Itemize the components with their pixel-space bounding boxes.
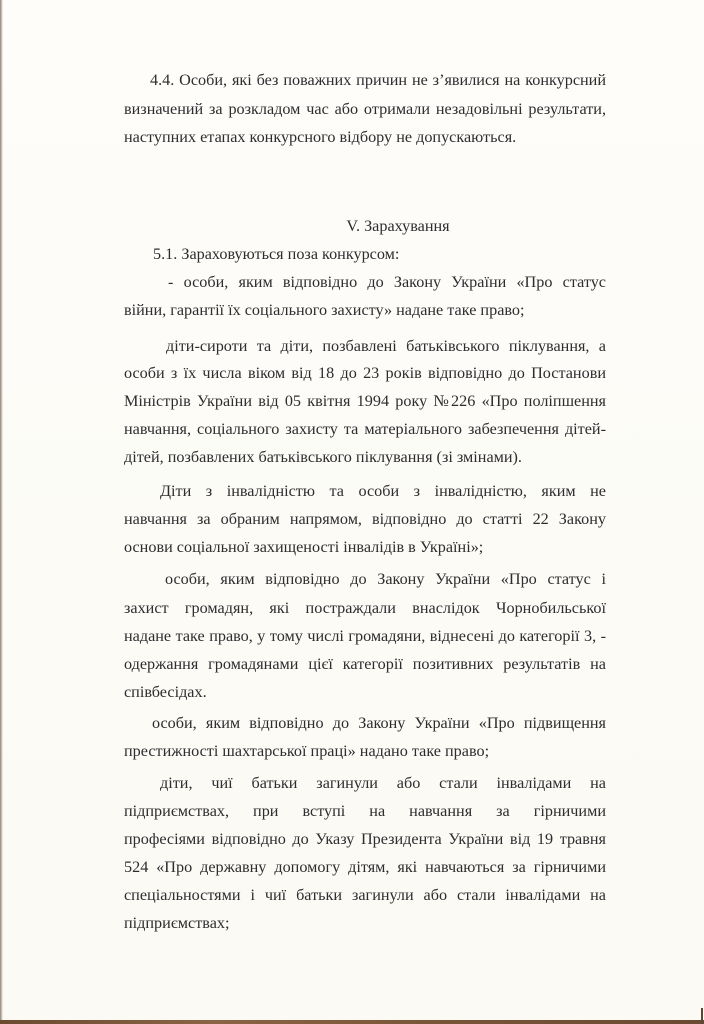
text-line: Діти з інвалідністю та особи з інвалідністю, яким не xyxy=(160,482,606,500)
text-line: захист громадян, які постраждали внаслідок Чорнобильської xyxy=(124,599,606,617)
text-line: професіями відповідно до Указу Президента України від 19 травня xyxy=(124,830,606,848)
page-corner-mark xyxy=(701,1008,703,1024)
clause-5-1: 5.1. Зараховуються поза конкурсом: xyxy=(153,245,400,263)
text-line: підприємствах; xyxy=(124,914,230,932)
text-line: надане таке право, у тому числі громадяни, віднесені до категорії 3, - xyxy=(124,627,606,645)
text-line: престижності шахтарської праці» надано таке право; xyxy=(124,742,490,760)
text-line: співбесідах. xyxy=(124,683,207,701)
text-line: 4.4. Особи, які без поважних причин не з’явилися на конкурсний xyxy=(150,71,606,89)
text-line: наступних етапах конкурсного відбору не допускаються. xyxy=(124,128,517,146)
text-line: особи, яким відповідно до Закону України «Про підвищення xyxy=(152,714,606,732)
text-line: Міністрів України від 05 квітня 1994 року №226 «Про поліпшення xyxy=(124,392,606,410)
text-line: спеціальностями і чиї батьки загинули або стали інвалідами на xyxy=(124,886,606,904)
text-line: підприємствах, при вступі на навчання за гірничими xyxy=(124,802,606,820)
text-line: діти-сироти та діти, позбавлені батьківського піклування, а xyxy=(166,337,606,355)
page-bottom-border xyxy=(0,1020,704,1024)
text-line: діти, чиї батьки загинули або стали інвалідами на xyxy=(160,774,606,792)
text-line: дітей, позбавлених батьківського піклування (зі змінами). xyxy=(124,448,522,466)
text-line: особи з їх числа віком від 18 до 23 років відповідно до Постанови xyxy=(124,364,606,382)
text-line: - особи, яким відповідно до Закону України «Про статус xyxy=(168,273,606,291)
text-line: навчання, соціального захисту та матеріального забезпечення дітей- xyxy=(124,420,606,438)
text-line: війни, гарантії їх соціального захисту» надане таке право; xyxy=(124,301,525,319)
section-heading: V. Зарахування xyxy=(346,217,450,235)
text-line: навчання за обраним напрямом, відповідно до статті 22 Закону xyxy=(124,510,606,528)
text-line: одержання громадянами цієї категорії позитивних результатів на xyxy=(124,655,606,673)
text-line: визначений за розкладом час або отримали незадовільні результати, xyxy=(124,100,606,118)
text-line: основи соціальної захищеності інвалідів в Україні»; xyxy=(124,538,484,556)
text-line: 524 «Про державну допомогу дітям, які навчаються за гірничими xyxy=(124,858,606,876)
page-left-border xyxy=(0,0,3,1024)
text-line: особи, яким відповідно до Закону України «Про статус і xyxy=(165,570,606,588)
